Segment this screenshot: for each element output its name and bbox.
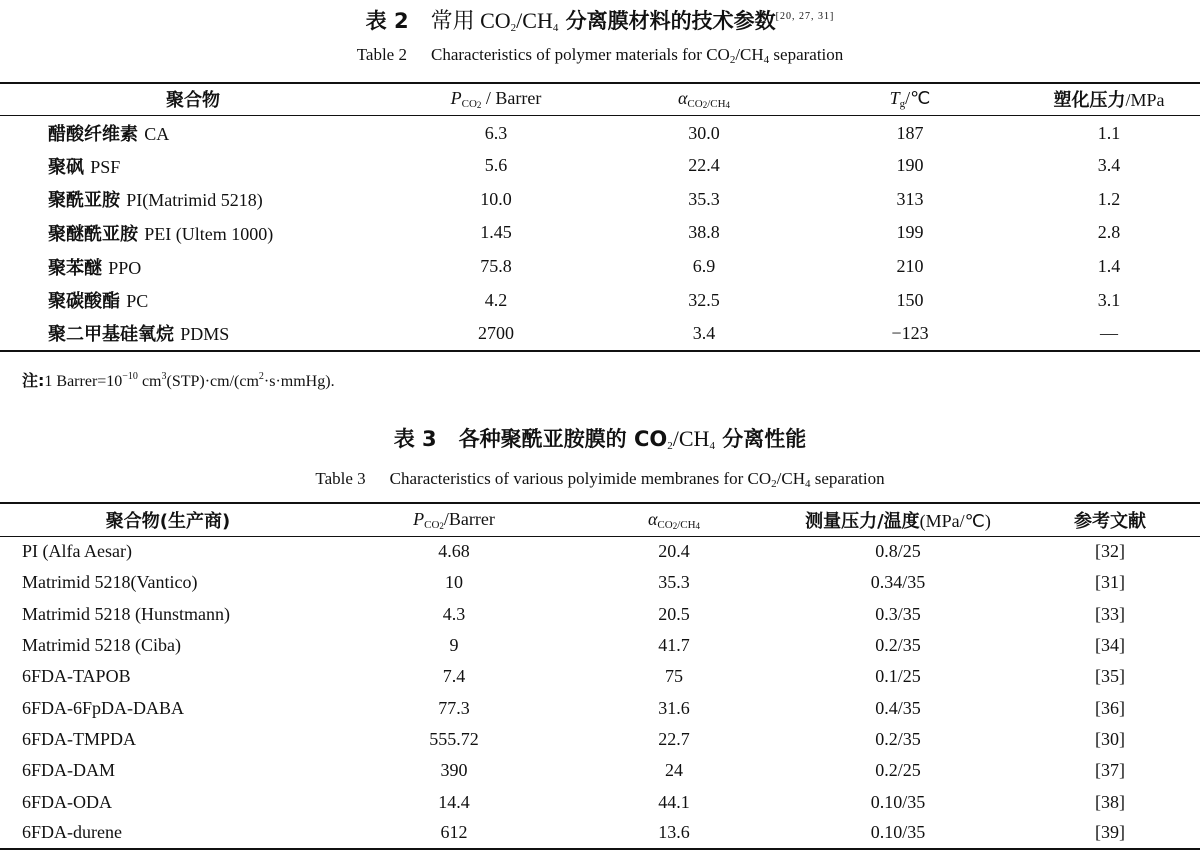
plasticization-cell: 1.4 xyxy=(1097,256,1121,277)
conditions-cell: 0.10/35 xyxy=(870,822,926,843)
tg-unit: /℃ xyxy=(905,88,931,109)
reference-cell: [35] xyxy=(1095,666,1125,687)
selectivity-cell: 35.3 xyxy=(658,572,690,593)
sel-sub2: 2 xyxy=(672,520,678,531)
note-exp: 3 xyxy=(161,371,167,382)
conditions-cell: 0.2/35 xyxy=(875,635,921,656)
polymer-name-cell xyxy=(0,216,386,250)
perm-sub: CO xyxy=(424,518,440,531)
sel-sub2: 2 xyxy=(702,100,708,111)
caption-text: 分离膜材料的技术参数 xyxy=(558,9,776,33)
tg-cell: 190 xyxy=(896,155,924,176)
caption-text: /CH xyxy=(735,45,764,64)
table-row xyxy=(0,692,1200,723)
caption-refs: [20, 27, 31] xyxy=(775,11,835,22)
polymer-name-cell xyxy=(0,182,386,216)
table-row xyxy=(0,724,1200,755)
permeability-cell: 6.3 xyxy=(484,122,508,143)
polymer-name-cn: 聚砜 xyxy=(48,156,91,178)
table3-caption-en xyxy=(0,468,1200,495)
tg-cell: 187 xyxy=(896,122,924,143)
plast-unit: /MPa xyxy=(1125,90,1165,111)
sel-sub4: 4 xyxy=(725,100,731,111)
header-plasticization xyxy=(1018,83,1200,115)
polymer-name-cell: 6FDA-6FpDA-DABA xyxy=(22,697,185,718)
header-permeability xyxy=(386,83,606,115)
tg-sub: g xyxy=(899,98,906,111)
caption-sub: 2 xyxy=(729,54,736,66)
header-permeability xyxy=(336,503,572,536)
perm-symbol: P xyxy=(413,508,425,529)
table-row xyxy=(0,661,1200,692)
permeability-cell: 10 xyxy=(445,572,463,593)
conditions-cell: 0.2/25 xyxy=(875,760,921,781)
table-row xyxy=(0,818,1200,849)
table-row xyxy=(0,786,1200,817)
table2-number: 表 2 xyxy=(365,9,409,33)
note-exp: −10 xyxy=(122,371,138,382)
caption-sub: 4 xyxy=(552,22,559,34)
perm-sub: CO xyxy=(461,98,477,111)
reference-cell: [36] xyxy=(1095,697,1125,718)
table2-number-en: Table 2 xyxy=(356,45,407,64)
selectivity-cell: 44.1 xyxy=(658,791,690,812)
cond-label: 测量压力/温度 xyxy=(805,510,920,532)
caption-sub: 2 xyxy=(771,478,777,490)
polymer-name-cell: 6FDA-TAPOB xyxy=(22,666,131,687)
permeability-cell: 390 xyxy=(440,760,468,781)
table3-number: 表 3 xyxy=(393,427,437,451)
selectivity-cell: 22.7 xyxy=(658,728,690,749)
header-polymer: 聚合物 xyxy=(0,83,386,115)
polymer-name-cn: 聚醚酰亚胺 xyxy=(48,223,145,245)
conditions-cell: 0.2/35 xyxy=(875,728,921,749)
permeability-cell: 4.68 xyxy=(438,541,470,562)
note-text: (STP)·cm/(cm xyxy=(166,373,259,390)
selectivity-cell: 30.0 xyxy=(688,122,720,143)
caption-text: /CH xyxy=(516,8,553,33)
caption-text: /CH xyxy=(776,469,805,488)
perm-sub2: 2 xyxy=(439,520,444,531)
table2-body xyxy=(0,115,1200,351)
caption-text: Characteristics of polymer materials for CO xyxy=(430,45,730,64)
selectivity-cell: 20.4 xyxy=(658,541,690,562)
permeability-cell: 555.72 xyxy=(429,728,479,749)
caption-text: separation xyxy=(810,469,885,488)
caption-sub: 4 xyxy=(709,440,715,452)
note-text: ·s·mmHg). xyxy=(263,373,335,390)
caption-text: 各种聚酰亚胺膜的 CO xyxy=(458,427,668,451)
perm-symbol: P xyxy=(450,88,462,109)
caption-sub: 4 xyxy=(763,54,770,66)
permeability-cell: 4.2 xyxy=(484,289,508,310)
conditions-cell: 0.1/25 xyxy=(875,666,921,687)
selectivity-cell: 32.5 xyxy=(688,289,720,310)
selectivity-cell: 24 xyxy=(665,760,683,781)
selectivity-cell: 41.7 xyxy=(658,635,690,656)
sel-symbol: α xyxy=(647,508,658,529)
conditions-cell: 0.34/35 xyxy=(870,572,926,593)
permeability-cell: 14.4 xyxy=(438,791,470,812)
polymer-name-cn: 聚酰亚胺 xyxy=(48,190,127,212)
sel-sub3: /CH xyxy=(677,518,696,531)
selectivity-cell: 38.8 xyxy=(688,222,720,243)
plasticization-cell: 3.1 xyxy=(1097,289,1121,310)
permeability-cell: 7.4 xyxy=(442,666,466,687)
caption-text: 常用 CO xyxy=(430,8,511,33)
polymer-name-en: PC xyxy=(126,291,149,312)
polymer-name-cell: 6FDA-durene xyxy=(22,822,122,843)
perm-sub2: 2 xyxy=(476,100,482,111)
conditions-cell: 0.3/35 xyxy=(875,603,921,624)
reference-cell: [38] xyxy=(1095,791,1125,812)
header-selectivity xyxy=(606,83,802,115)
sel-symbol: α xyxy=(677,88,688,109)
selectivity-cell: 3.4 xyxy=(692,322,716,343)
permeability-cell: 77.3 xyxy=(438,697,470,718)
header-polymer-manufacturer: 聚合物(生产商) xyxy=(0,503,336,536)
table3-body xyxy=(0,536,1200,849)
reference-cell: [31] xyxy=(1095,572,1125,593)
polymer-name-cell xyxy=(0,115,386,149)
header-reference: 参考文献 xyxy=(1020,503,1200,536)
cond-unit: (MPa/℃) xyxy=(919,510,991,531)
selectivity-cell: 20.5 xyxy=(658,603,690,624)
reference-cell: [39] xyxy=(1095,822,1125,843)
polymer-name-cell: Matrimid 5218 (Ciba) xyxy=(22,635,181,656)
polymer-name-cn: 醋酸纤维素 xyxy=(48,124,145,146)
polymer-name-cell: Matrimid 5218(Vantico) xyxy=(22,572,198,593)
polymer-name-cn: 聚碳酸酯 xyxy=(48,291,127,313)
polymer-name-en: PPO xyxy=(108,257,142,278)
table-row xyxy=(0,630,1200,661)
note-text: 1 Barrer=10 xyxy=(44,373,123,390)
conditions-cell: 0.10/35 xyxy=(870,791,926,812)
polymer-name-en: PI(Matrimid 5218) xyxy=(126,190,263,211)
plasticization-cell: 3.4 xyxy=(1097,155,1121,176)
table2-header-row xyxy=(0,83,1200,115)
header-conditions xyxy=(776,503,1020,536)
permeability-cell: 1.45 xyxy=(480,222,512,243)
table3-number-en: Table 3 xyxy=(315,469,366,488)
perm-unit: / Barrer xyxy=(481,88,542,109)
reference-cell: [34] xyxy=(1095,635,1125,656)
polymer-name-cell xyxy=(0,317,386,351)
table-row xyxy=(0,283,1200,317)
caption-sub: 2 xyxy=(510,22,517,34)
table3-caption-cn xyxy=(0,426,1200,459)
plasticization-cell: 2.8 xyxy=(1097,222,1121,243)
caption-text: 分离性能 xyxy=(714,427,807,451)
polymer-name-en: PEI (Ultem 1000) xyxy=(144,223,274,244)
polymer-name-en: PSF xyxy=(90,156,121,177)
polymer-name-cell xyxy=(0,250,386,284)
polymer-name-cn: 聚二甲基硅氧烷 xyxy=(48,324,181,346)
caption-text: Characteristics of various polyimide membranes for CO xyxy=(389,469,772,488)
polymer-name-cell: 6FDA-DAM xyxy=(22,760,116,781)
selectivity-cell: 31.6 xyxy=(658,697,690,718)
perm-unit: /Barrer xyxy=(443,508,495,529)
note-text: cm xyxy=(137,373,162,390)
header-tg xyxy=(802,83,1018,115)
table2-caption-cn xyxy=(0,4,1200,41)
tg-cell: 210 xyxy=(896,256,924,277)
table-row xyxy=(0,115,1200,149)
tg-cell: −123 xyxy=(891,322,929,343)
reference-cell: [37] xyxy=(1095,760,1125,781)
sel-sub4: 4 xyxy=(695,520,701,531)
plasticization-cell: 1.1 xyxy=(1097,122,1121,143)
permeability-cell: 4.3 xyxy=(442,603,466,624)
table2 xyxy=(0,82,1200,352)
table2-note xyxy=(22,368,335,391)
plasticization-cell: — xyxy=(1100,322,1118,343)
table2-caption-en xyxy=(0,44,1200,71)
selectivity-cell: 35.3 xyxy=(688,188,720,209)
polymer-name-cell xyxy=(0,149,386,183)
table-row xyxy=(0,317,1200,351)
header-selectivity xyxy=(572,503,776,536)
table-row xyxy=(0,216,1200,250)
note-exp: 2 xyxy=(258,371,264,382)
selectivity-cell: 75 xyxy=(665,666,683,687)
tg-cell: 313 xyxy=(896,188,924,209)
tg-symbol: T xyxy=(889,88,900,109)
polymer-name-en: PDMS xyxy=(180,324,230,345)
sel-sub3: /CH xyxy=(707,98,726,111)
selectivity-cell: 6.9 xyxy=(692,256,716,277)
plast-label: 塑化压力 xyxy=(1053,90,1126,112)
caption-text: separation xyxy=(769,45,844,64)
polymer-name-en: CA xyxy=(144,124,170,145)
table3 xyxy=(0,502,1200,850)
selectivity-cell: 22.4 xyxy=(688,155,720,176)
reference-cell: [32] xyxy=(1095,541,1125,562)
caption-text: /CH xyxy=(672,426,710,451)
polymer-name-cell: 6FDA-ODA xyxy=(22,791,112,812)
polymer-name-cell: 6FDA-TMPDA xyxy=(22,728,137,749)
table-row xyxy=(0,567,1200,598)
permeability-cell: 612 xyxy=(440,822,468,843)
sel-sub: CO xyxy=(687,98,703,111)
table-row xyxy=(0,182,1200,216)
permeability-cell: 75.8 xyxy=(480,256,512,277)
selectivity-cell: 13.6 xyxy=(658,822,690,843)
tg-cell: 150 xyxy=(896,289,924,310)
plasticization-cell: 1.2 xyxy=(1097,188,1121,209)
polymer-name-cell: PI (Alfa Aesar) xyxy=(22,541,132,562)
reference-cell: [33] xyxy=(1095,603,1125,624)
permeability-cell: 9 xyxy=(449,635,459,656)
table3-header-row xyxy=(0,503,1200,536)
permeability-cell: 10.0 xyxy=(480,188,512,209)
table-row xyxy=(0,250,1200,284)
table-row xyxy=(0,599,1200,630)
table-row xyxy=(0,149,1200,183)
polymer-name-cn: 聚苯醚 xyxy=(48,257,109,279)
caption-sub: 2 xyxy=(667,440,673,452)
table-row xyxy=(0,755,1200,786)
sel-sub: CO xyxy=(657,518,673,531)
conditions-cell: 0.4/35 xyxy=(875,697,921,718)
note-label: 注: xyxy=(22,371,45,390)
tg-cell: 199 xyxy=(896,222,924,243)
polymer-name-cell: Matrimid 5218 (Hunstmann) xyxy=(22,603,230,624)
table-row xyxy=(0,536,1200,567)
permeability-cell: 2700 xyxy=(478,322,514,343)
permeability-cell: 5.6 xyxy=(484,155,508,176)
polymer-name-cell xyxy=(0,283,386,317)
conditions-cell: 0.8/25 xyxy=(875,541,921,562)
reference-cell: [30] xyxy=(1095,728,1125,749)
caption-sub: 4 xyxy=(804,478,811,490)
